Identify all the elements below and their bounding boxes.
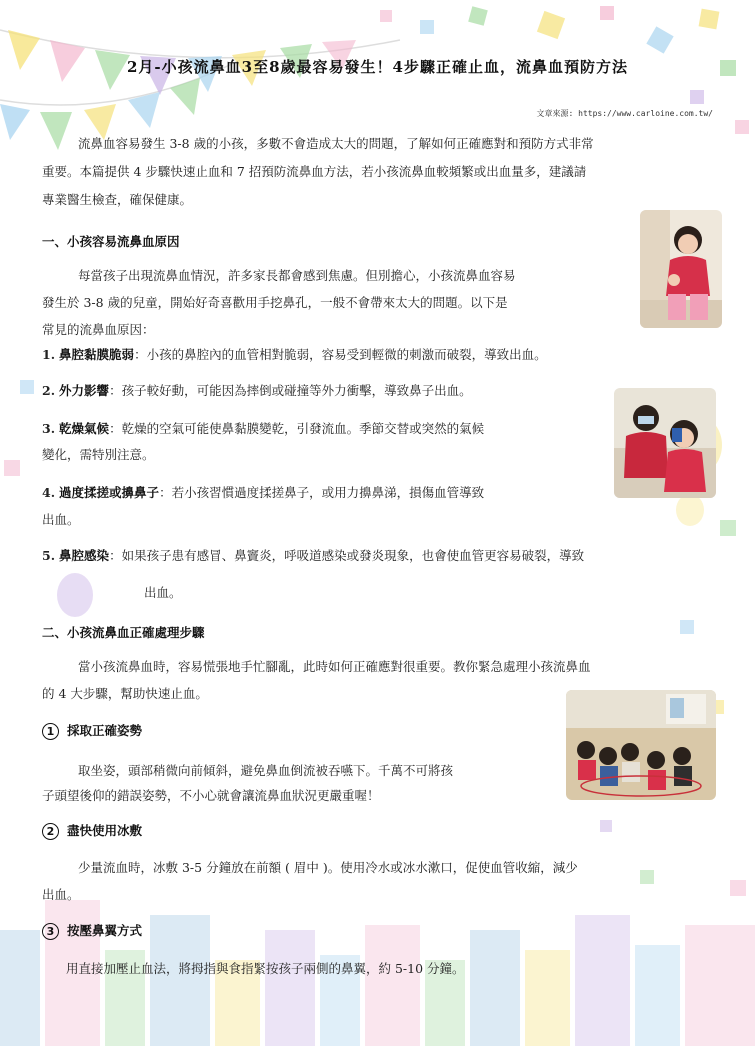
step-number-badge: 2 <box>42 823 59 840</box>
classroom-photo <box>566 690 716 800</box>
step-heading <box>42 921 142 940</box>
child-photo-1 <box>640 210 722 328</box>
cause-item-continued: 出血。 <box>144 585 182 600</box>
item-text: ：小孩的鼻腔內的血管相對脆弱，容易受到輕微的刺激而破裂，導致出血。 <box>134 347 547 362</box>
page-title: 2月-小孩流鼻血3至8歲最容易發生！4步驟正確止血，流鼻血預防方法 <box>127 58 628 76</box>
cause-item <box>42 415 484 443</box>
source-credit: 文章來源: https://www.carloine.com.tw/ <box>536 109 713 118</box>
step-text-line: 取坐姿，頭部稍微向前傾斜，避免鼻血倒流被吞嚥下。千萬不可將孩 <box>78 763 454 778</box>
item-number: 5. <box>42 548 56 563</box>
item-term: 過度揉搓或擤鼻子 <box>59 485 160 500</box>
item-number: 2. <box>42 383 56 398</box>
step-number-badge: 1 <box>42 723 59 740</box>
cause-item-continued: 出血。 <box>42 512 80 527</box>
item-term: 鼻腔黏膜脆弱 <box>59 347 135 362</box>
section-heading: 二、小孩流鼻血正確處理步驟 <box>42 625 205 640</box>
section2-para-line: 當小孩流鼻血時，容易慌張地手忙腳亂，此時如何正確應對很重要。教你緊急處理小孩流鼻血 <box>78 659 591 674</box>
intro-line: 專業醫生檢查，確保健康。 <box>42 192 193 207</box>
step-title: 採取正確姿勢 <box>67 723 143 738</box>
item-text: ：若小孩習慣過度揉搓鼻子，或用力擤鼻涕，損傷血管導致 <box>159 485 485 500</box>
item-number: 1. <box>42 347 56 362</box>
step-text-line: 子頭望後仰的錯誤姿勢，不小心就會讓流鼻血狀況更嚴重喔！ <box>42 788 380 803</box>
item-term: 外力影響 <box>59 383 110 398</box>
step-title: 盡快使用冰敷 <box>67 823 143 838</box>
item-text: ：乾燥的空氣可能使鼻黏膜變乾，引發流血。季節交替或突然的氣候 <box>109 421 485 436</box>
cause-item-continued: 變化，需特別注意。 <box>42 447 155 462</box>
item-term: 乾燥氣候 <box>59 421 110 436</box>
step-text-line: 少量流血時，冰敷 3-5 分鐘放在前額 ( 眉中 )。使用冷水或冰水漱口，促使血管收縮，減少 <box>78 860 578 875</box>
item-text: ：如果孩子患有感冒、鼻竇炎，呼吸道感染或發炎現象，也會使血管更容易破裂，導致 <box>109 548 585 563</box>
intro-line: 流鼻血容易發生 3-8 歲的小孩，多數不會造成太大的問題，了解如何正確應對和預防方式非常 <box>78 136 594 151</box>
step-text-line: 出血。 <box>42 887 80 902</box>
step-heading <box>42 821 142 840</box>
item-number: 3. <box>42 421 56 436</box>
section1-para-line: 每當孩子出現流鼻血情況，許多家長都會感到焦慮。但別擔心，小孩流鼻血容易 <box>78 268 516 283</box>
step-text-line: 用直接加壓止血法，將拇指與食指緊按孩子兩側的鼻翼，約 5-10 分鐘。 <box>66 961 465 976</box>
cause-item <box>42 341 547 369</box>
item-term: 鼻腔感染 <box>59 548 110 563</box>
step-title: 按壓鼻翼方式 <box>67 923 143 938</box>
nurse-child-photo <box>614 388 716 498</box>
intro-line: 重要。本篇提供 4 步驟快速止血和 7 招預防流鼻血方法，若小孩流鼻血較頻繁或出血量多，建議請 <box>42 164 587 179</box>
section-heading: 一、小孩容易流鼻血原因 <box>42 234 180 249</box>
step-heading <box>42 721 142 740</box>
section1-para-line: 常見的流鼻血原因： <box>42 322 155 337</box>
cause-item <box>42 479 484 507</box>
item-number: 4. <box>42 485 56 500</box>
cause-item <box>42 542 584 570</box>
section2-para-line: 的 4 大步驟，幫助快速止血。 <box>42 686 208 701</box>
section1-para-line: 發生於 3-8 歲的兒童，開始好奇喜歡用手挖鼻孔，一般不會帶來太大的問題。以下是 <box>42 295 508 310</box>
step-number-badge: 3 <box>42 923 59 940</box>
cause-item <box>42 377 472 405</box>
item-text: ：孩子較好動，可能因為摔倒或碰撞等外力衝擊，導致鼻子出血。 <box>109 383 472 398</box>
